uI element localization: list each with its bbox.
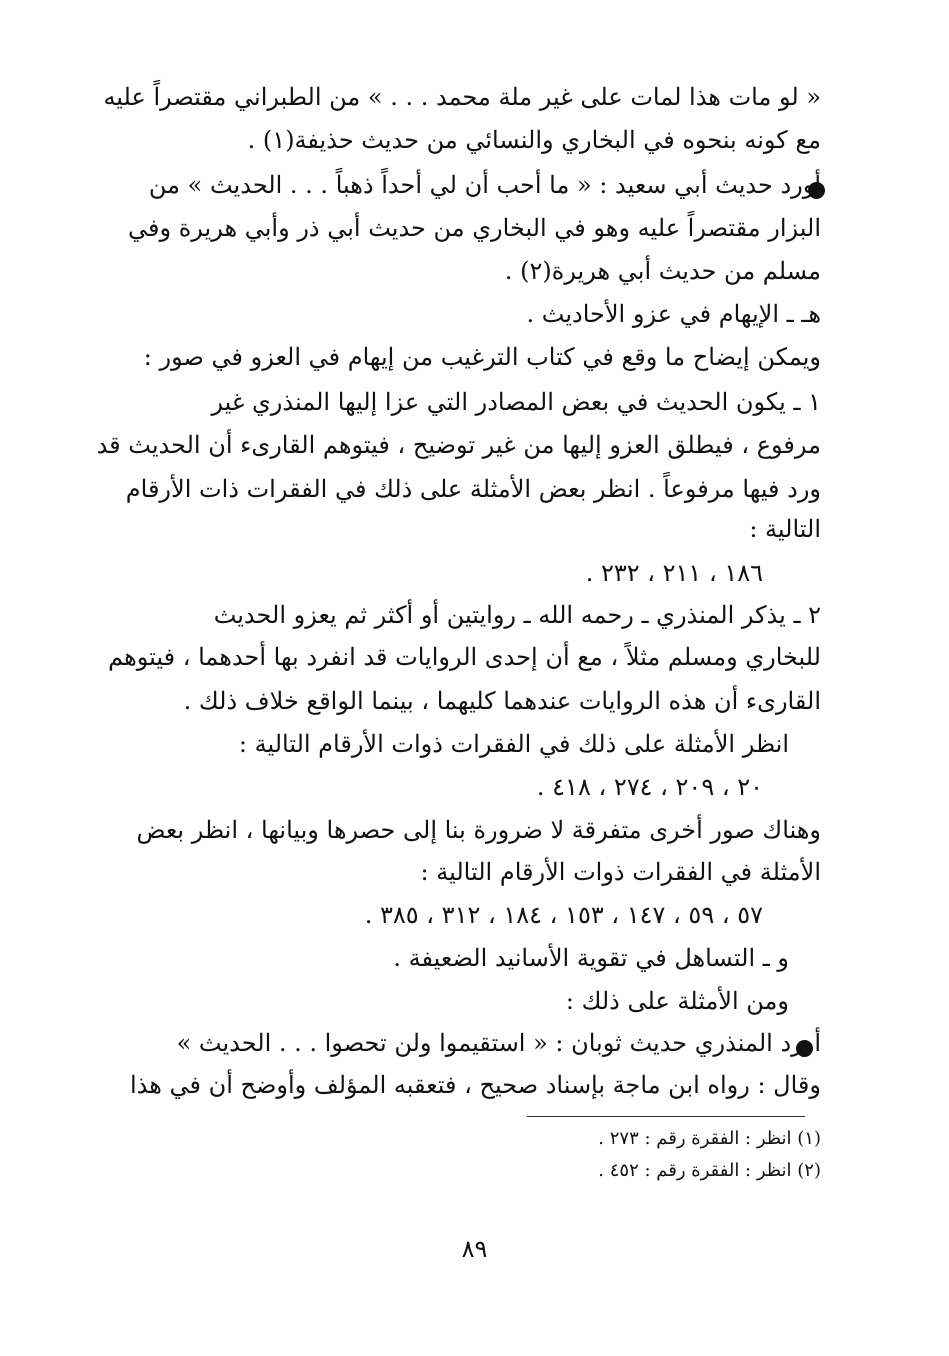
section-heading: و ـ التساهل في تقوية الأسانيد الضعيفة .: [393, 944, 789, 972]
text-line: القارىء أن هذه الروايات عندهما كليهما ، بينما الواقع خلاف ذلك .: [183, 687, 821, 715]
text-line: « لو مات هذا لمات على غير ملة محمد . . . » من الطبراني مقتصراً عليه: [103, 83, 821, 111]
number-list: ٢٠ ، ٢٠٩ ، ٢٧٤ ، ٤١٨ .: [536, 773, 763, 801]
text-line: أورد حديث أبي سعيد : « ما أحب أن لي أحداً ذهباً . . . الحديث » من: [148, 171, 821, 199]
text-line: انظر الأمثلة على ذلك في الفقرات ذوات الأرقام التالية :: [238, 730, 789, 758]
text-line: التالية :: [749, 515, 821, 543]
footnote-divider: [527, 1116, 805, 1117]
text-line: مسلم من حديث أبي هريرة(٢) .: [504, 257, 821, 285]
footnote: (١) انظر : الفقرة رقم : ٢٧٣ .: [598, 1128, 821, 1149]
text-line: مرفوع ، فيطلق العزو إليها من غير توضيح ، فيتوهم القارىء أن الحديث قد: [96, 431, 821, 459]
text-line: ٢ ـ يذكر المنذري ـ رحمه الله ـ روايتين أو أكثر ثم يعزو الحديث: [213, 601, 821, 629]
text-line: أورد المنذري حديث ثوبان : « استقيموا ولن تحصوا . . . الحديث »: [176, 1029, 821, 1057]
number-list: ٥٧ ، ٥٩ ، ١٤٧ ، ١٥٣ ، ١٨٤ ، ٣١٢ ، ٣٨٥ .: [364, 901, 763, 929]
text-line: وهناك صور أخرى متفرقة لا ضرورة بنا إلى حصرها وبيانها ، انظر بعض: [136, 816, 821, 844]
footnote: (٢) انظر : الفقرة رقم : ٤٥٢ .: [598, 1160, 821, 1181]
page-number: ٨٩: [461, 1235, 488, 1263]
text-line: ومن الأمثلة على ذلك :: [565, 987, 789, 1015]
text-line: وقال : رواه ابن ماجة بإسناد صحيح ، فتعقبه المؤلف وأوضح أن في هذا: [129, 1071, 821, 1099]
text-line: ويمكن إيضاح ما وقع في كتاب الترغيب من إيهام في العزو في صور :: [143, 343, 821, 371]
text-line: الأمثلة في الفقرات ذوات الأرقام التالية :: [420, 858, 821, 886]
text-line: البزار مقتصراً عليه وهو في البخاري من حديث أبي ذر وأبي هريرة وفي: [128, 214, 821, 242]
text-line: ١ ـ يكون الحديث في بعض المصادر التي عزا إليها المنذري غير: [211, 388, 821, 416]
section-heading: هـ ـ الإيهام في عزو الأحاديث .: [526, 300, 821, 328]
number-list: ١٨٦ ، ٢١١ ، ٢٣٢ .: [585, 559, 763, 587]
text-line: للبخاري ومسلم مثلاً ، مع أن إحدى الروايات قد انفرد بها أحدهما ، فيتوهم: [108, 643, 821, 671]
text-line: ورد فيها مرفوعاً . انظر بعض الأمثلة على ذلك في الفقرات ذات الأرقام: [125, 475, 821, 503]
text-line: مع كونه بنحوه في البخاري والنسائي من حديث حذيفة(١) .: [247, 126, 821, 154]
